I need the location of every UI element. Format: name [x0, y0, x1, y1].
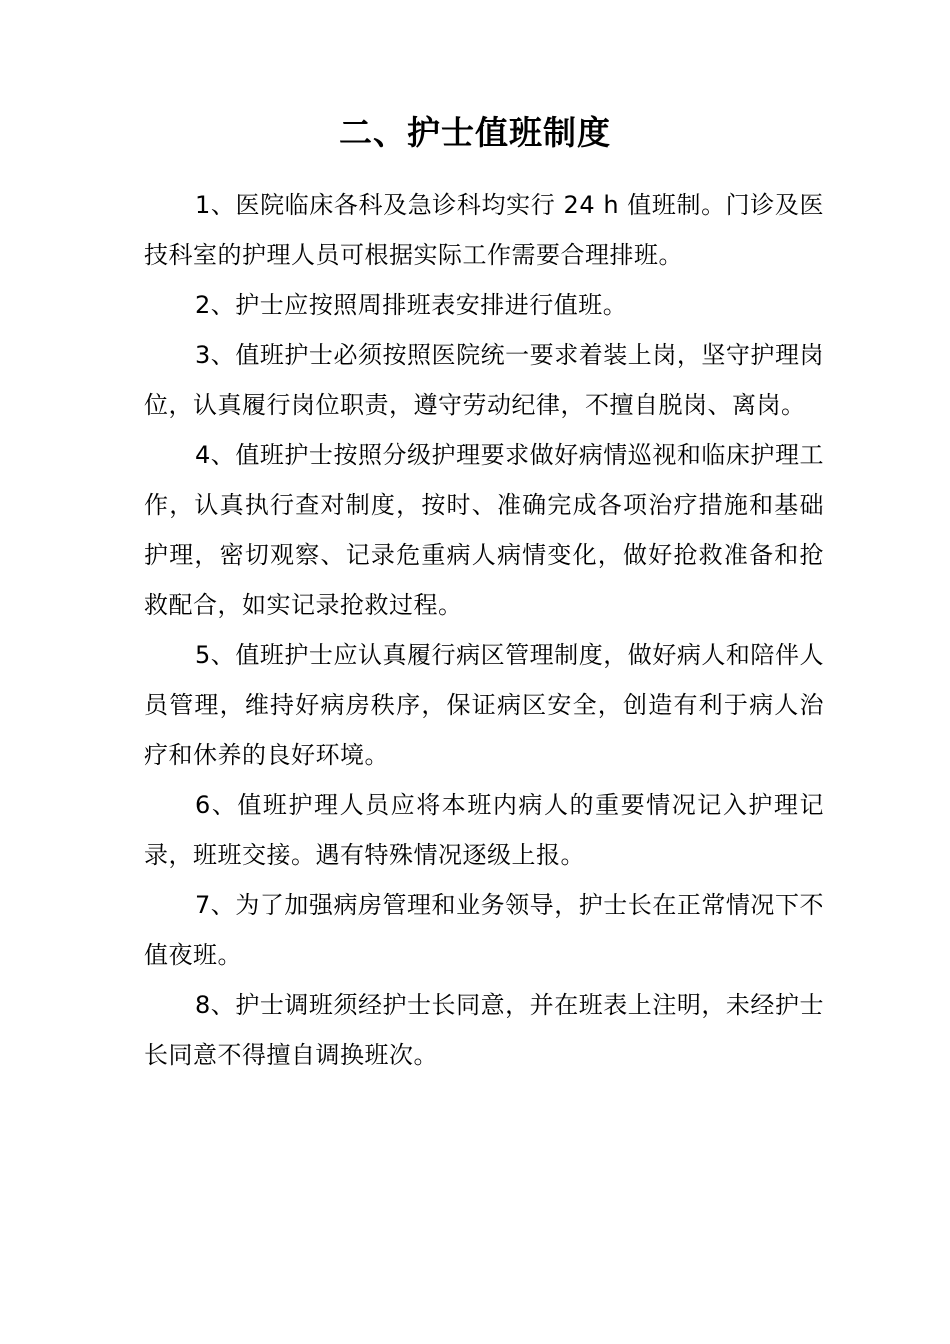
document-title: 二、护士值班制度 — [339, 113, 611, 152]
paragraph-6: 6、值班护理人员应将本班内病人的重要情况记入护理记录，班班交接。遇有特殊情况逐级上报。 — [144, 791, 824, 869]
paragraph-8: 8、护士调班须经护士长同意，并在班表上注明，未经护士长同意不得擅自调换班次。 — [144, 991, 824, 1069]
paragraph-7: 7、为了加强病房管理和业务领导，护士长在正常情况下不值夜班。 — [144, 891, 824, 969]
paragraph-2: 2、护士应按照周排班表安排进行值班。 — [195, 291, 628, 319]
paragraph-3: 3、值班护士必须按照医院统一要求着装上岗，坚守护理岗位，认真履行岗位职责，遵守劳动纪律，不擅自脱岗、离岗。 — [144, 341, 824, 419]
paragraph-4: 4、值班护士按照分级护理要求做好病情巡视和临床护理工作，认真执行查对制度，按时、准确完成各项治疗措施和基础护理，密切观察、记录危重病人病情变化，做好抢救准备和抢救配合，如实记录抢救过程。 — [144, 441, 824, 619]
document-body — [144, 180, 824, 1080]
paragraph-5: 5、值班护士应认真履行病区管理制度，做好病人和陪伴人员管理，维持好病房秩序，保证病区安全，创造有利于病人治疗和休养的良好环境。 — [144, 641, 824, 769]
paragraph-1: 1、医院临床各科及急诊科均实行 24 h 值班制。门诊及医技科室的护理人员可根据实际工作需要合理排班。 — [144, 191, 824, 269]
